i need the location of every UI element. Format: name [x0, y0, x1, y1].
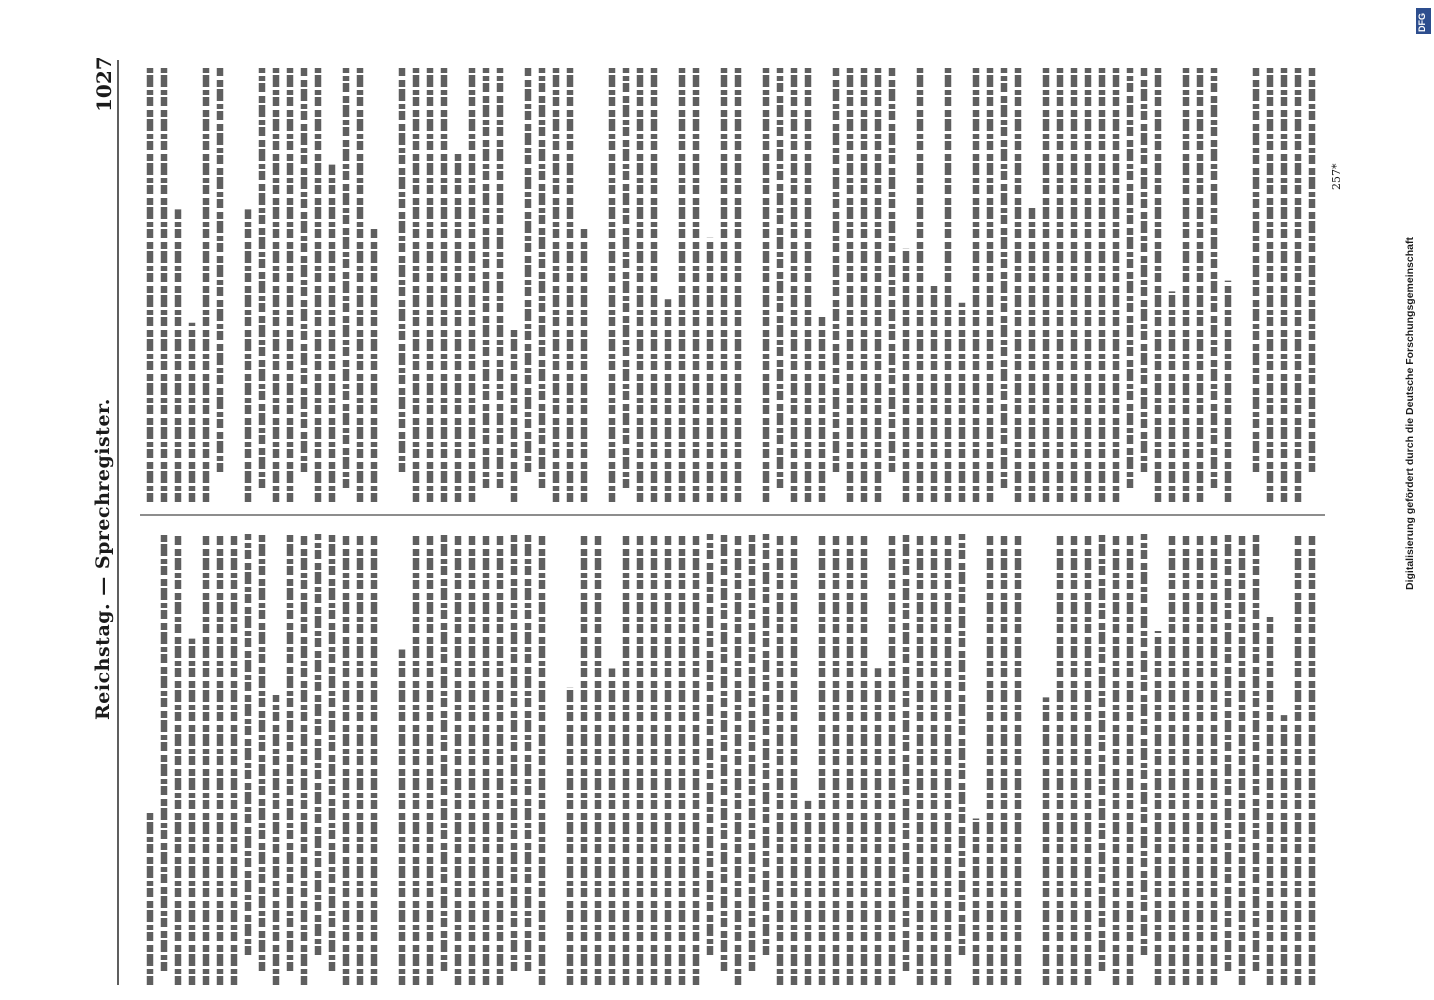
page-number: 1027: [92, 56, 116, 112]
running-header: Reichstag. — Sprechregister.: [92, 398, 114, 720]
digitization-note: Digitalisierung gefördert durch die Deutsche Forschungsgemeinschaft: [1404, 237, 1416, 590]
dfg-logo-icon: DFG: [1416, 8, 1431, 34]
page-footer: 257*: [1330, 163, 1343, 190]
left-text-column: [150, 534, 1312, 985]
right-text-column: [150, 68, 1312, 502]
